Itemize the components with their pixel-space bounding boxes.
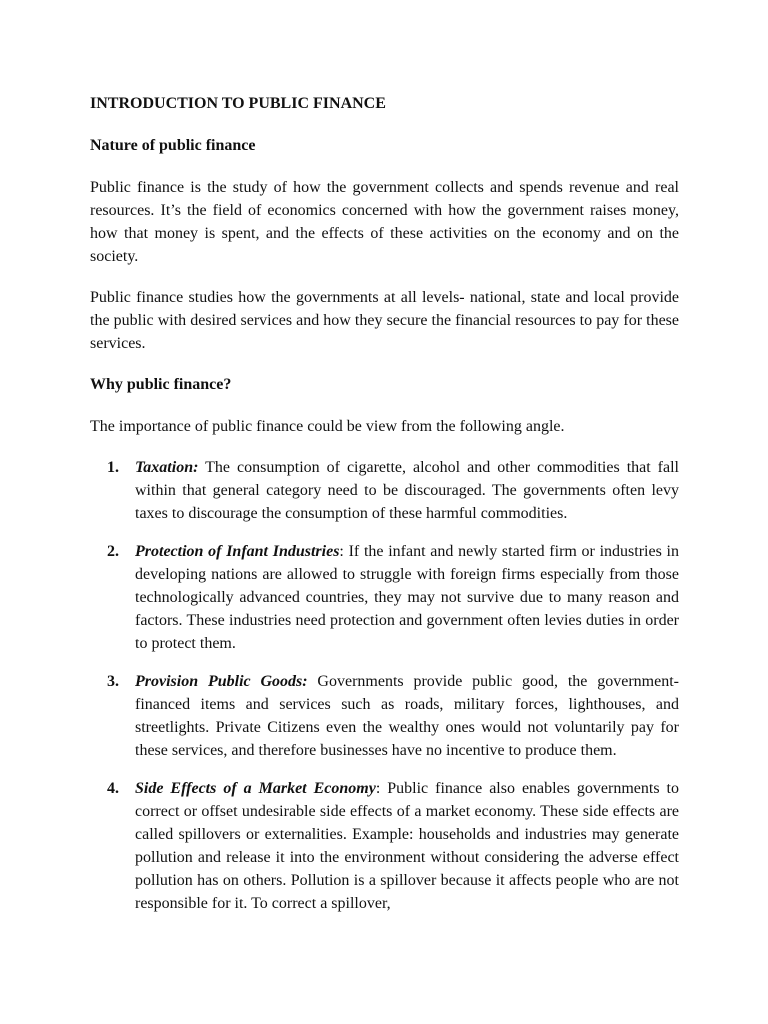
- document-title: INTRODUCTION TO PUBLIC FINANCE: [90, 95, 386, 112]
- intro-paragraph: The importance of public finance could be view from the following angle.: [90, 418, 565, 435]
- item-text: : If the infant and newly started firm or industries in developing nations are allowed to struggle with foreign firms especially from those technologically advanced countries, they may not survive due to many reason and factors. These industries need protection and government often levies duties in order to protect them.: [135, 543, 679, 652]
- paragraph: Public finance studies how the governments at all levels- national, state and local provide the public with desired services and how they secure the financial resources to pay for these services.: [90, 289, 679, 352]
- list-item: [90, 540, 679, 655]
- item-term: Side Effects of a Market Economy: [135, 780, 376, 797]
- item-text: The consumption of cigarette, alcohol and other commodities that fall within that general category need to be discouraged. The governments often levy taxes to discourage the consumption of these harmful commodities.: [135, 459, 679, 522]
- item-term: Taxation:: [135, 459, 199, 476]
- section-heading-why: Why public finance?: [90, 376, 232, 393]
- item-number: 4.: [107, 780, 119, 797]
- section-heading-nature: Nature of public finance: [90, 137, 256, 154]
- item-text: Governments provide public good, the government-financed items and services such as roads, military forces, lighthouses, and streetlights. Private Citizens even the wealthy ones would not voluntarily pay for these services, and therefore businesses have no incentive to produce them.: [135, 673, 679, 759]
- item-text: : Public finance also enables governments to correct or offset undesirable side effects of a market economy. These side effects are called spillovers or externalities. Example: households and industries may generate pollution and release it into the environment without considering the adverse effect pollution has on others. Pollution is a spillover because it affects people who are not responsible for it. To correct a spillover,: [135, 780, 679, 912]
- item-term: Provision Public Goods:: [135, 673, 308, 690]
- item-number: 2.: [107, 543, 119, 560]
- document-page: [90, 92, 679, 930]
- item-term: Protection of Infant Industries: [135, 543, 340, 560]
- list-item: [90, 777, 679, 915]
- importance-list: [90, 456, 679, 915]
- list-item: [90, 456, 679, 525]
- item-number: 3.: [107, 673, 119, 690]
- list-item: [90, 670, 679, 762]
- item-number: 1.: [107, 459, 119, 476]
- paragraph: Public finance is the study of how the government collects and spends revenue and real resources. It’s the field of economics concerned with how the government raises money, how that money is spent, and the effects of these activities on the economy and on the society.: [90, 179, 679, 265]
